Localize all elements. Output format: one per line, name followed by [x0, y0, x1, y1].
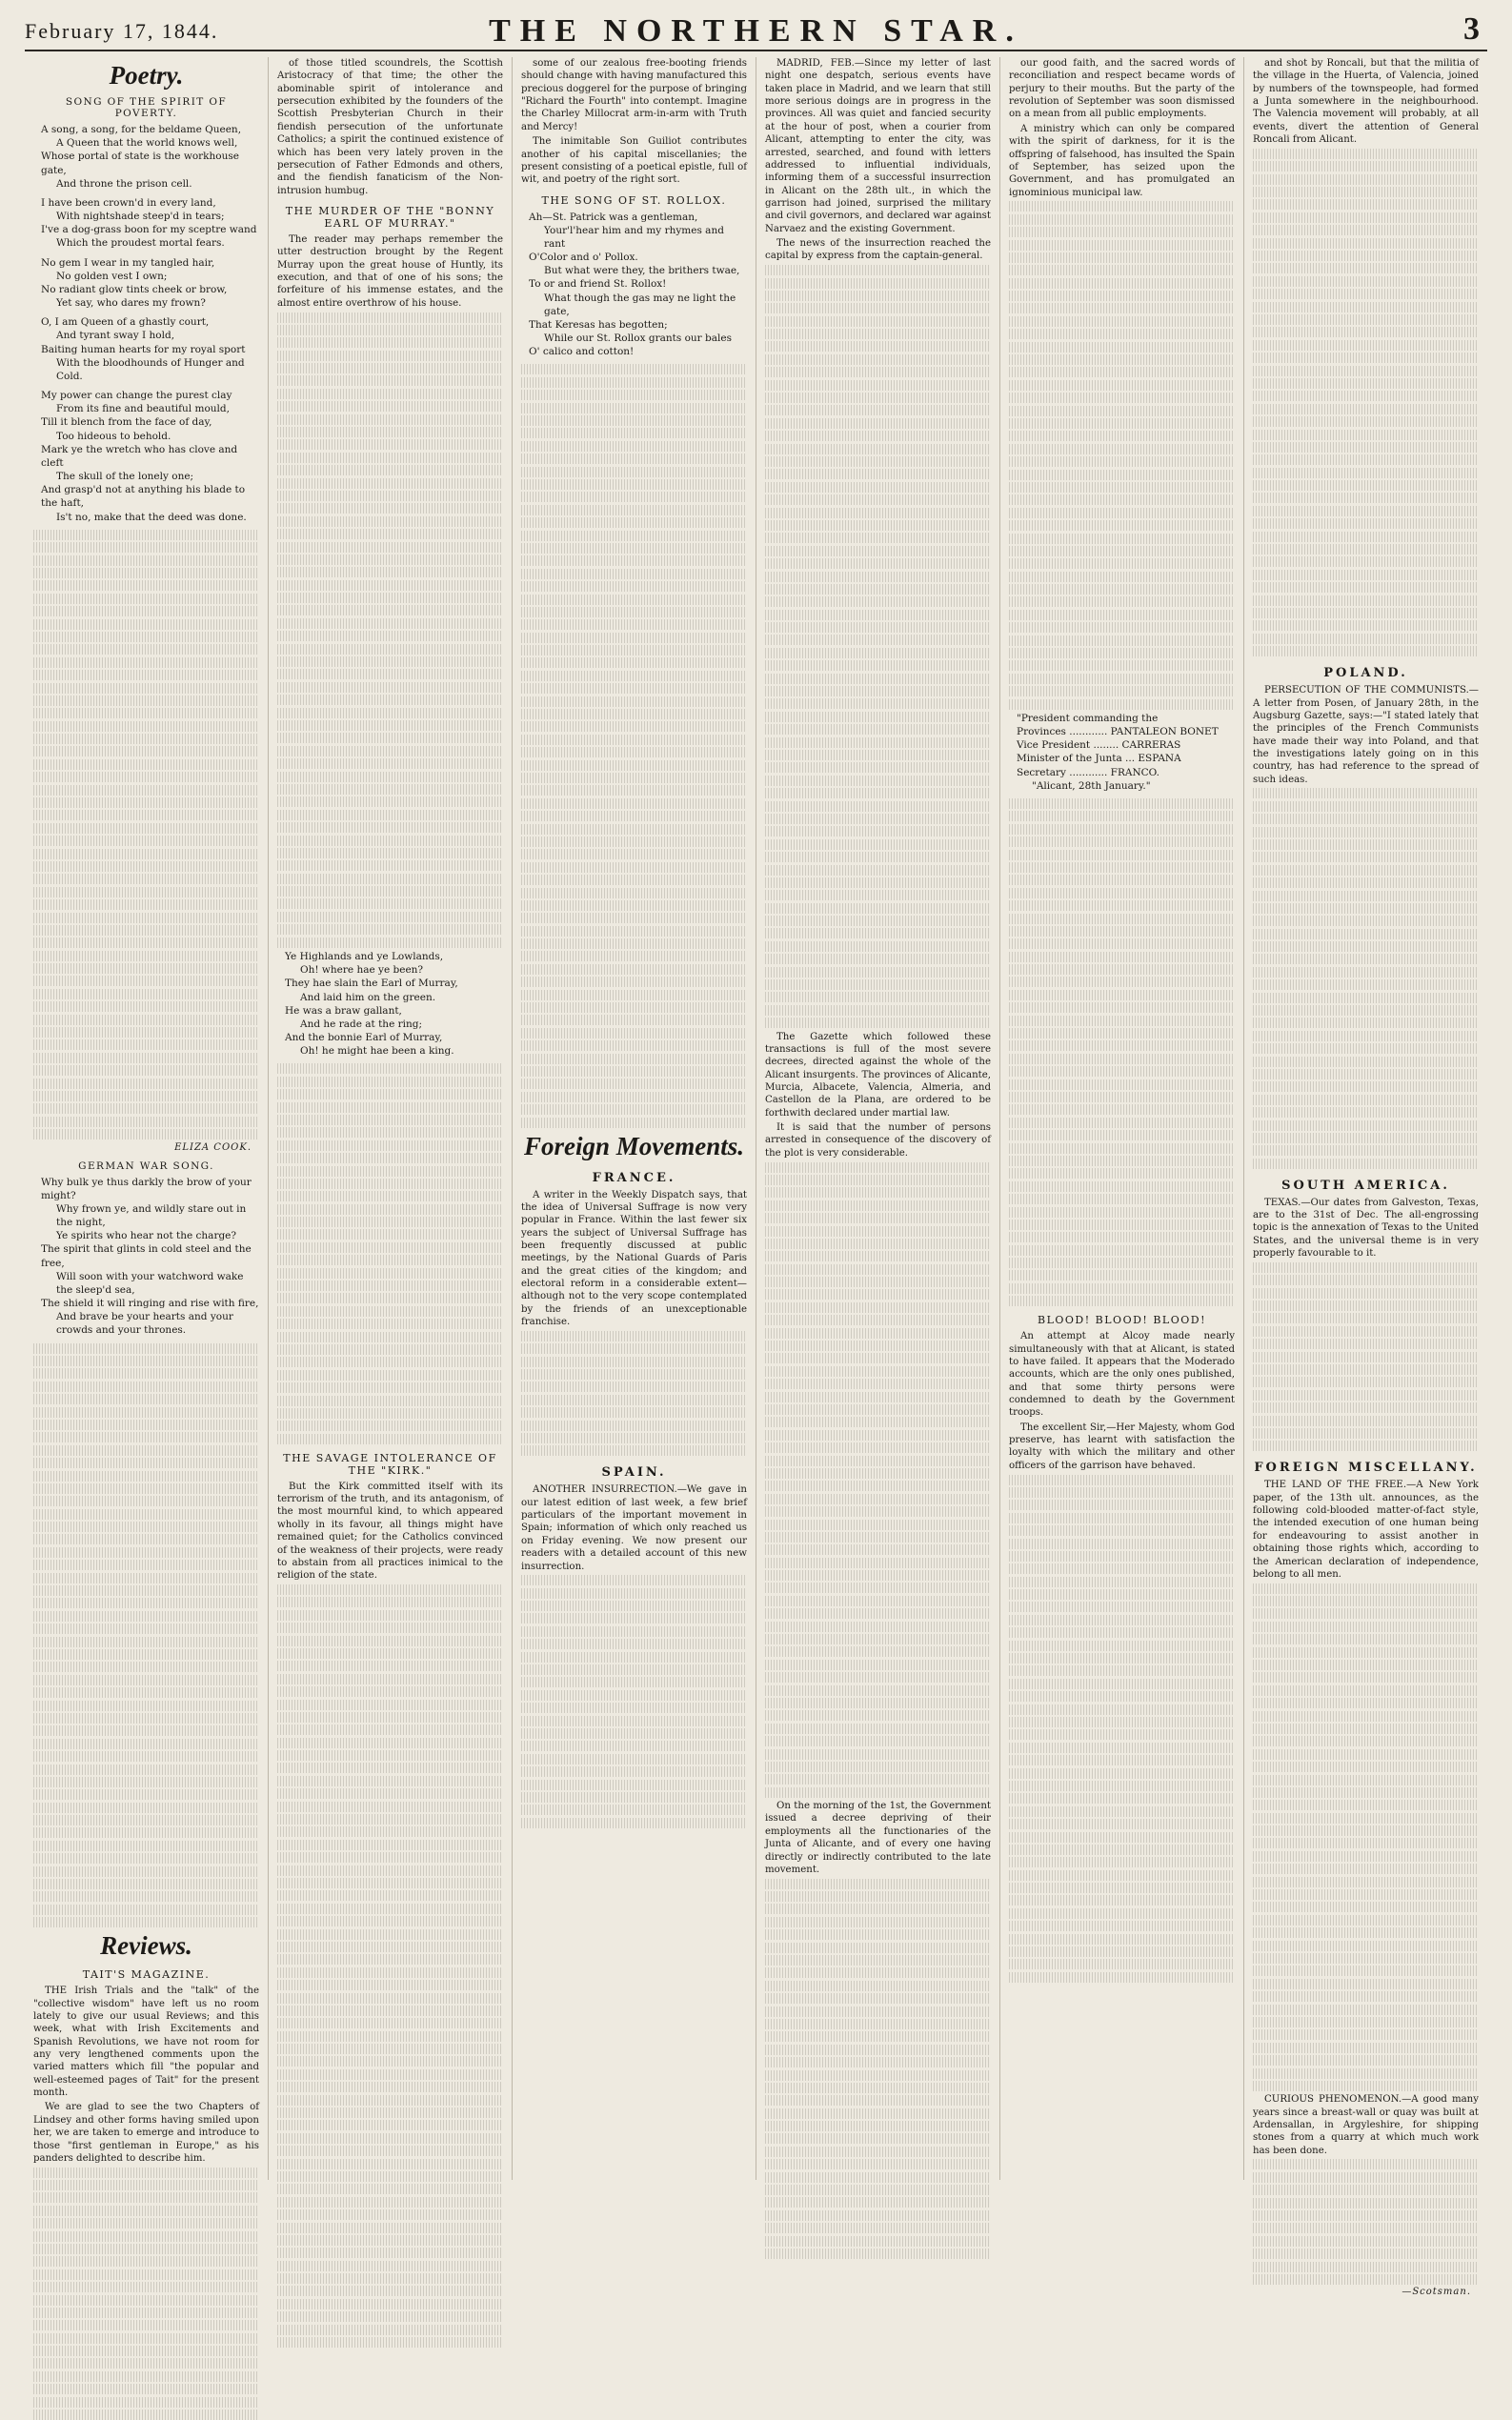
- verse-line: No radiant glow tints cheek or brow,: [41, 283, 228, 295]
- verse-line: Will soon with your watchword wake the sleep'd sea,: [56, 1270, 244, 1296]
- paragraph: THE LAND OF THE FREE.—A New York paper, of the 13th ult. announces, as the following cold-blooded matter-of-fact style, the intended execution of one human being for endeavouring to assist another in obtaining those rights which, according to the American declaration of independence, belong to all men.: [1253, 1480, 1479, 1580]
- paragraph: THE Irish Trials and the "talk" of the "collective wisdom" have left us no room lately to give our usual Reviews; and this week, what with Irish Excitements and Spanish Revolutions, we have not room for any very lengthened comments upon the varied matters which fill "the popular and well-esteemed pages of Tait" for the present month.: [33, 1986, 259, 2099]
- poem-signature: ELIZA COOK.: [174, 1141, 252, 1153]
- column-5: [1000, 57, 1244, 2180]
- verse-line: The shield it will ringing and rise with fire,: [41, 1298, 259, 1310]
- newspaper-title: THE NORTHERN STAR.: [489, 13, 1023, 49]
- verse-line: Too hideous to behold.: [56, 430, 171, 442]
- verse-line: To or and friend St. Rollox!: [529, 278, 667, 291]
- paragraph: We are glad to see the two Chapters of Lindsey and other forms having smiled upon her, we are taken to emerge and introduce to those "first gentleman in Europe," as his panders delighted to describe him.: [33, 2102, 259, 2164]
- source-credit: —Scotsman.: [1401, 2287, 1471, 2298]
- proclamation-line: Vice President ........ CARRERAS: [1017, 739, 1181, 752]
- paragraph: It is said that the number of persons arrested in consequence of the discovery of the plot is very considerable.: [765, 1122, 991, 1159]
- column-6: [1244, 57, 1487, 2298]
- ballad-verse: [285, 950, 503, 1058]
- verse-line: Is't no, make that the deed was done.: [56, 511, 247, 523]
- verse-line: And throne the prison cell.: [56, 177, 192, 190]
- text-lines-illegible: [33, 1343, 259, 1928]
- paragraph: A ministry which can only be compared with the spirit of darkness, for it is the offspring of falsehood, has insulted the Spain of September, has seized upon the Government, and has promulgated an ignominious municipal law.: [1009, 123, 1235, 198]
- column-4: [756, 57, 1000, 2180]
- verse-line: My power can change the purest clay: [41, 390, 232, 402]
- verse-line: And grasp'd not at anything his blade to the haft,: [41, 484, 246, 510]
- text-lines-illegible: [1253, 788, 1479, 1168]
- paragraph: and shot by Roncali, but that the militia of the village in the Huerta, of Valencia, joined by numbers of the townspeople, had formed a Junta somewhere in the neighbourhood. The Valencia movement will probably, at all events, divert the attention of General Roncali from Alicant.: [1253, 58, 1479, 146]
- paragraph: our good faith, and the sacred words of reconciliation and respect became words of perjury to their mouths. But the party of the revolution of September was soon dismissed on a mean from all public employments.: [1009, 58, 1235, 120]
- verse-line: Baiting human hearts for my royal sport: [41, 343, 246, 355]
- proclamation-line: Secretary ............ FRANCO.: [1017, 766, 1160, 778]
- poem-title: GERMAN WAR SONG.: [78, 1160, 214, 1172]
- paragraph: The reader may perhaps remember the utter destruction brought by the Regent Murray upon the great house of Huntly, its execution, and that of one of his sons; the forfeiture of his immense estates, and the almost entire overthrow of his house.: [277, 233, 503, 309]
- paragraph: ANOTHER INSURRECTION.—We gave in our latest edition of last week, a few brief particulars of the important movement in Spain; information of which only reached us on Friday evening. We now present our readers with a detailed account of this new insurrection.: [521, 1484, 747, 1572]
- issue-date: February 17, 1844.: [25, 19, 219, 43]
- verse-line: They hae slain the Earl of Murray,: [285, 978, 458, 990]
- verse-line: The spirit that glints in cold steel and the free,: [41, 1243, 252, 1269]
- country-heading-france: FRANCE.: [592, 1170, 676, 1185]
- verse-line: What though the gas may ne light the gate,: [544, 292, 736, 317]
- paragraph: some of our zealous free-booting friends should change with having manufactured this precious doggerel for the purpose of bringing "Richard the Fourth" into contempt. Imagine the Charley Millocrat arm-in-arm with Truth and Mercy!: [521, 58, 747, 132]
- verse-line: While our St. Rollox grants our bales: [544, 333, 732, 345]
- proclamation-line: "President commanding the: [1017, 712, 1159, 724]
- section-heading-poetry: Poetry.: [109, 61, 184, 90]
- paragraph: TEXAS.—Our dates from Galveston, Texas, are to the 31st of Dec. The all-engrossing topic is the annexation of Texas to the United States, and the universal theme is in very properly favourable to it.: [1253, 1197, 1479, 1260]
- poem-verse: [41, 1176, 259, 1338]
- country-heading-spain: SPAIN.: [601, 1465, 667, 1481]
- verse-line: And brave be your hearts and your crowds and your thrones.: [56, 1311, 233, 1337]
- proclamation-line: Minister of the Junta ... ESPANA: [1017, 753, 1181, 765]
- proclamation-line: "Alicant, 28th January.": [1032, 779, 1151, 792]
- paragraph: The Gazette which followed these transactions is full of the most severe decrees, directed against the whole of the Alicant insurgents. The provinces of Alicante, Murcia, Albacete, Valencia, Almeria, and Castellon de la Plana, are ordered to be forthwith declared under martial law.: [765, 1031, 991, 1119]
- poem-title: SONG OF THE SPIRIT OF POVERTY.: [65, 96, 228, 119]
- column-1: [25, 57, 269, 2180]
- paragraph: MADRID, FEB.—Since my letter of last night one despatch, serious events have taken place in Madrid, and we learn that still more serious doings are in progress in the provinces. All was quiet and fancied security at the hour of post, when a courier from Alicant, attempting to enter the city, was arrested, searched, and found with letters addressed to influential individuals, informing them of a successful insurrection in Alicant on the 28th ult., in which the garrison had joined, surprised the military and civil governors, and declared war against Narvaez and the existing Government.: [765, 58, 991, 234]
- text-lines-illegible: [1253, 1262, 1479, 1451]
- text-lines-illegible: [521, 364, 747, 1127]
- columns: [25, 57, 1487, 2298]
- verse-line: Ye spirits who hear not the charge?: [56, 1230, 237, 1242]
- column-2: [269, 57, 513, 2180]
- verse-line: Why bulk ye thus darkly the brow of your might?: [41, 1176, 252, 1201]
- paragraph: The news of the insurrection reached the capital by express from the captain-general.: [765, 238, 991, 262]
- verse-line: And tyrant sway I hold,: [56, 330, 175, 342]
- verse-line: O' calico and cotton!: [529, 346, 635, 358]
- article-subheading: BLOOD! BLOOD! BLOOD!: [1038, 1314, 1206, 1327]
- verse-line: And laid him on the green.: [300, 991, 436, 1003]
- text-lines-illegible: [1253, 1583, 1479, 2091]
- poem-verse: [41, 315, 259, 383]
- verse-line: Why frown ye, and wildly stare out in the night,: [56, 1202, 247, 1229]
- verse-line: And he rade at the ring;: [300, 1018, 423, 1030]
- verse-line: With nightshade steep'd in tears;: [56, 211, 225, 223]
- verse-line: And the bonnie Earl of Murray,: [285, 1032, 443, 1044]
- text-lines-illegible: [277, 1063, 503, 1443]
- text-lines-illegible: [1253, 2159, 1479, 2285]
- paragraph: CURIOUS PHENOMENON.—A good many years since a breast-wall or quay was built at Ardensallan, in Argyleshire, for shipping stones from a quarry at which much work has been done.: [1253, 2094, 1479, 2156]
- country-heading-america: SOUTH AMERICA.: [1281, 1178, 1450, 1193]
- masthead: [25, 8, 1487, 51]
- verse-line: But what were they, the brithers twae,: [544, 265, 740, 277]
- column-3: [513, 57, 756, 2180]
- paragraph: The inimitable Son Guiliot contributes another of his capital miscellanies; the present consisting of a poetical epistle, full of wit, and poetry of the right sort.: [521, 136, 747, 186]
- article-subheading: THE SAVAGE INTOLERANCE OF THE "KIRK.": [283, 1451, 497, 1477]
- verse-line: Ye Highlands and ye Lowlands,: [285, 951, 444, 963]
- poem-verse: [41, 256, 259, 311]
- verse-line: Which the proudest mortal fears.: [56, 237, 225, 250]
- verse-line: Your'l'hear him and my rhymes and rant: [544, 224, 724, 250]
- verse-line: He was a braw gallant,: [285, 1004, 402, 1017]
- section-heading-foreign: Foreign Movements.: [523, 1131, 744, 1160]
- poem-verse: [41, 123, 259, 191]
- verse-line: With the bloodhounds of Hunger and Cold.: [56, 356, 245, 382]
- country-heading-poland: POLAND.: [1323, 666, 1408, 681]
- verse-line: A Queen that the world knows well,: [56, 137, 238, 150]
- text-lines-illegible: [521, 1331, 747, 1457]
- verse-line: I've a dog-grass boon for my sceptre wand: [41, 224, 257, 236]
- verse-line: Whose portal of state is the workhouse gate,: [41, 151, 239, 176]
- verse-line: I have been crown'd in every land,: [41, 196, 216, 209]
- paragraph: A writer in the Weekly Dispatch says, that the idea of Universal Suffrage is now very popular in France. Within the last fewer six years the subject of Universal Suffrage has been frequently discussed at public meetings, by the National Guards of Paris and the great cities of the kingdom; and electoral reform in a considerable extent—although not to the very scope contemplated by the friends of an unexceptionable franchise.: [521, 1189, 747, 1328]
- text-lines-illegible: [1253, 149, 1479, 656]
- text-lines-illegible: [1009, 1475, 1235, 1983]
- verse-line: Yet say, who dares my frown?: [56, 297, 206, 310]
- review-title: TAIT'S MAGAZINE.: [82, 1968, 211, 1982]
- text-lines-illegible: [765, 1162, 991, 1798]
- paragraph: of those titled scoundrels, the Scottish Aristocracy of that time; the other the abominable spirit of intolerance and persecution exhibited by the founders of the Scottish Presbyterian Church in their fiendish persecution of the unfortunate Catholics; a spirit the continued existence of which has been very lately proven in the persecution of Father Edmonds and others, and the fiendish fanaticism of the Non-intrusion humbug.: [277, 58, 503, 196]
- song-verse: [529, 211, 747, 359]
- verse-line: Mark ye the wretch who has clove and cleft: [41, 443, 238, 469]
- paragraph: But the Kirk committed itself with its terrorism of the truth, and its antagonism, of the most mournful kind, to which appeared wholly in its favour, all things might have remained quiet; for the Catholics convinced of the weakness of their projects, were ready to abstain from all practices inimical to the religion of the state.: [277, 1481, 503, 1582]
- paragraph: On the morning of the 1st, the Government issued a decree depriving of their employments all the functionaries of the Junta of Alicante, and of every one having directly or indirectly contributed to the late movement.: [765, 1801, 991, 1875]
- text-lines-illegible: [33, 530, 259, 1139]
- miscellany-heading: FOREIGN MISCELLANY.: [1254, 1461, 1478, 1476]
- paragraph: The excellent Sir,—Her Majesty, whom God preserve, has learnt with satisfaction the loyalty with which the military and other officers of the garrison have behaved.: [1009, 1422, 1235, 1471]
- text-lines-illegible: [765, 1879, 991, 2259]
- verse-line: No gem I wear in my tangled hair,: [41, 256, 215, 269]
- song-title: THE SONG OF ST. ROLLOX.: [541, 193, 727, 207]
- verse-line: That Keresas has begotten;: [529, 318, 668, 331]
- poem-verse: [41, 196, 259, 251]
- text-lines-illegible: [1009, 798, 1235, 1306]
- poem-verse: [41, 389, 259, 524]
- verse-line: O, I am Queen of a ghastly court,: [41, 316, 210, 329]
- proclamation-signatures: [1017, 712, 1235, 793]
- text-lines-illegible: [33, 2168, 259, 2420]
- paragraph: PERSECUTION OF THE COMMUNISTS.—A letter from Posen, of January 28th, in the Augsburg Gazette, says:—"I stated lately that the principles of the French Communists have made their way into Poland, and that the investigations lately going on in this country, has had reference to the spread of such ideas.: [1253, 685, 1479, 785]
- verse-line: Ah—St. Patrick was a gentleman,: [529, 211, 698, 223]
- verse-line: A song, a song, for the beldame Queen,: [41, 124, 242, 135]
- text-lines-illegible: [1009, 201, 1235, 709]
- text-lines-illegible: [765, 265, 991, 1028]
- article-subheading: THE MURDER OF THE "BONNY EARL OF MURRAY.": [285, 204, 495, 230]
- verse-line: Oh! he might hae been a king.: [300, 1045, 454, 1058]
- verse-line: The skull of the lonely one;: [56, 471, 194, 483]
- verse-line: Till it blench from the face of day,: [41, 416, 212, 429]
- verse-line: Oh! where hae ye been?: [300, 964, 424, 977]
- section-heading-reviews: Reviews.: [100, 1931, 192, 1961]
- page-number: 3: [1463, 11, 1480, 47]
- verse-line: From its fine and beautiful mould,: [56, 403, 230, 415]
- text-lines-illegible: [521, 1575, 747, 1827]
- text-lines-illegible: [277, 1584, 503, 2348]
- proclamation-line: Provinces ............ PANTALEON BONET: [1017, 726, 1219, 738]
- verse-line: O'Color and o' Pollox.: [529, 252, 638, 264]
- text-lines-illegible: [277, 313, 503, 948]
- verse-line: No golden vest I own;: [56, 270, 168, 282]
- paragraph: An attempt at Alcoy made nearly simultaneously with that at Alicant, is stated to have failed. It appears that the Moderado accounts, which are the only ones published, and that some thirty persons were condemned to death by the Government troops.: [1009, 1331, 1235, 1419]
